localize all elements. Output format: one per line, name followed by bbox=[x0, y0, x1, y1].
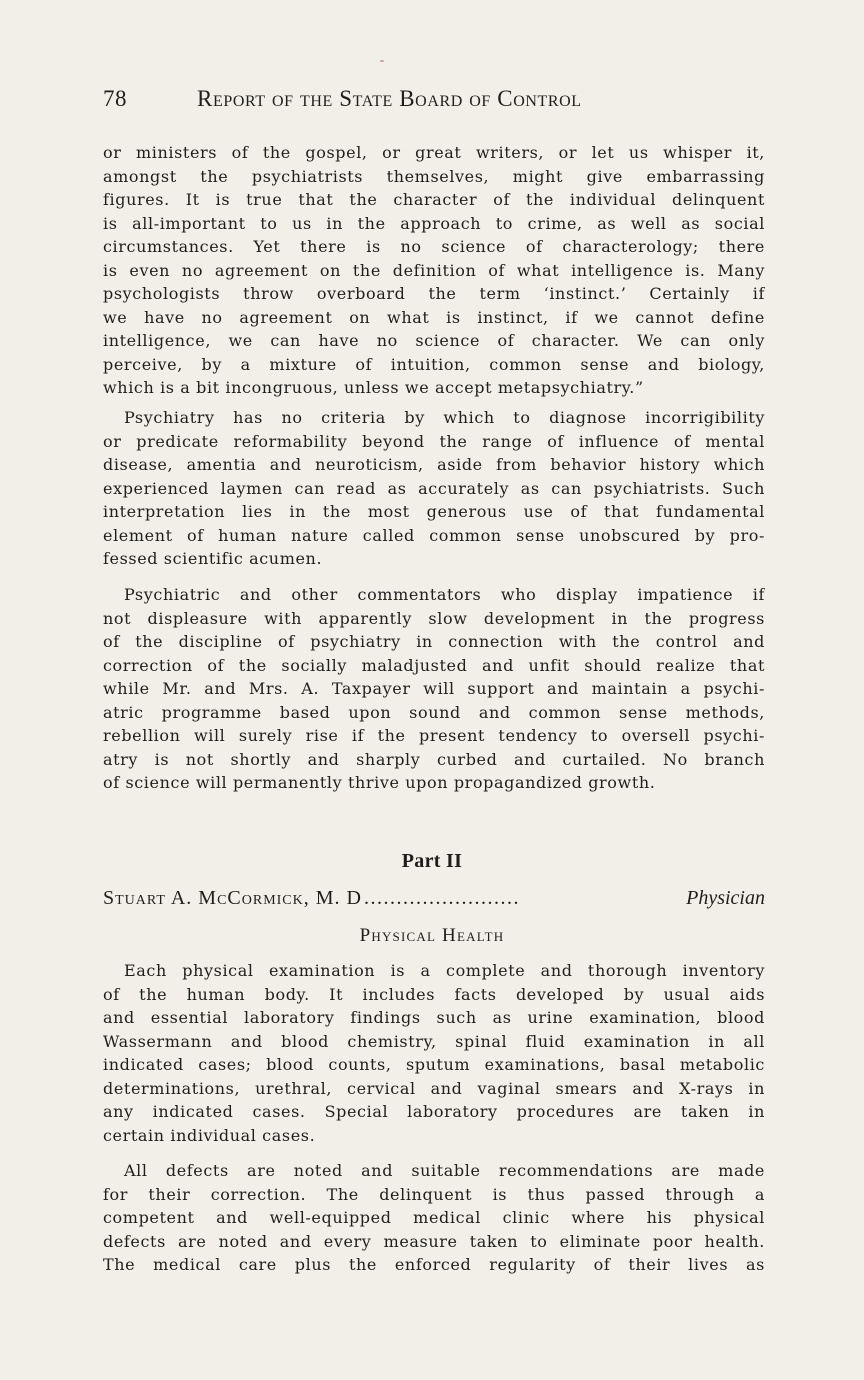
text-line: circumstances. Yet there is no science of characterology; there bbox=[103, 237, 765, 256]
paragraph-3 bbox=[103, 583, 765, 795]
text-line: All defects are noted and suitable recommendations are made bbox=[124, 1161, 765, 1180]
text-line: competent and well-equipped medical clinic where his physical bbox=[103, 1208, 765, 1227]
text-line: or ministers of the gospel, or great writers, or let us whisper it, bbox=[103, 143, 765, 162]
text-line: which is a bit incongruous, unless we accept metapsychiatry.” bbox=[103, 378, 644, 397]
staff-entry bbox=[103, 887, 765, 915]
text-line: Psychiatric and other commentators who display impatience if bbox=[124, 585, 765, 604]
text-line: amongst the psychiatrists themselves, might give embarrassing bbox=[103, 166, 765, 186]
text-line: of science will permanently thrive upon propagandized growth. bbox=[103, 773, 656, 792]
text-line: Psychiatry has no criteria by which to diagnose incorrigibility bbox=[124, 408, 765, 427]
text-line: of the discipline of psychiatry in connection with the control and bbox=[103, 632, 765, 651]
text-line: Each physical examination is a complete and thorough inventory bbox=[124, 961, 765, 980]
paragraph-1 bbox=[103, 141, 765, 400]
text-line: Wassermann and blood chemistry, spinal fluid examination in all bbox=[103, 1031, 765, 1051]
leader-dots: ........................ bbox=[363, 887, 520, 909]
text-line: not displeasure with apparently slow development in the progress bbox=[103, 608, 765, 628]
text-line: indicated cases; blood counts, sputum examinations, basal metabolic bbox=[103, 1055, 765, 1074]
text-line: of the human body. It includes facts developed by usual aids bbox=[103, 984, 765, 1004]
staff-name: Stuart A. McCormick, M. D bbox=[103, 887, 362, 909]
text-line: for their correction. The delinquent is thus passed through a bbox=[103, 1184, 765, 1204]
text-line: The medical care plus the enforced regularity of their lives as bbox=[103, 1255, 765, 1274]
text-line: while Mr. and Mrs. A. Taxpayer will support and maintain a psychi- bbox=[103, 679, 765, 698]
text-line: or predicate reformability beyond the range of influence of mental bbox=[103, 431, 765, 451]
text-line: atric programme based upon sound and common sense methods, bbox=[103, 702, 765, 722]
text-line: is even no agreement on the definition of what intelligence is. Many bbox=[103, 260, 765, 280]
text-line: fessed scientific acumen. bbox=[103, 549, 323, 568]
text-line: interpretation lies in the most generous use of that fundamental bbox=[103, 502, 765, 521]
page-number: 78 bbox=[103, 86, 127, 111]
text-line: psychologists throw overboard the term ‘instinct.’ Certainly if bbox=[103, 284, 765, 303]
text-line: we have no agreement on what is instinct, if we cannot define bbox=[103, 307, 765, 327]
paragraph-4 bbox=[103, 959, 765, 1147]
paper-blemish bbox=[380, 60, 384, 62]
text-line: defects are noted and every measure taken to eliminate poor health. bbox=[103, 1231, 765, 1251]
staff-title: Physician bbox=[686, 887, 765, 909]
text-line: and essential laboratory findings such as urine examination, blood bbox=[103, 1008, 765, 1027]
paragraph-2 bbox=[103, 406, 765, 571]
text-line: any indicated cases. Special laboratory procedures are taken in bbox=[103, 1102, 765, 1121]
running-title: Report of the State Board of Control bbox=[197, 86, 582, 111]
paragraph-5 bbox=[103, 1159, 765, 1277]
text-line: rebellion will surely rise if the present tendency to oversell psychi- bbox=[103, 726, 765, 745]
text-line: experienced laymen can read as accurately as can psychiatrists. Such bbox=[103, 478, 765, 498]
text-line: is all-important to us in the approach to crime, as well as social bbox=[103, 213, 765, 233]
text-line: atry is not shortly and sharply curbed and curtailed. No branch bbox=[103, 749, 765, 769]
text-line: intelligence, we can have no science of character. We can only bbox=[103, 331, 765, 350]
part-heading: Part II bbox=[401, 850, 463, 872]
page-header bbox=[103, 86, 765, 116]
text-line: correction of the socially maladjusted and unfit should realize that bbox=[103, 655, 765, 675]
text-line: element of human nature called common sense unobscured by pro- bbox=[103, 525, 765, 545]
text-line: certain individual cases. bbox=[103, 1125, 316, 1145]
section-heading: Physical Health bbox=[359, 925, 505, 946]
text-line: determinations, urethral, cervical and vaginal smears and X-rays in bbox=[103, 1078, 765, 1098]
text-line: perceive, by a mixture of intuition, common sense and biology, bbox=[103, 354, 765, 374]
text-line: figures. It is true that the character of the individual delinquent bbox=[103, 190, 765, 209]
text-line: disease, amentia and neuroticism, aside from behavior history which bbox=[103, 455, 765, 474]
